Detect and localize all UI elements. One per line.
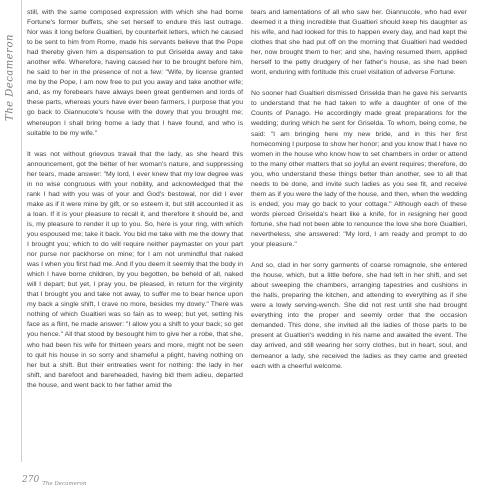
right-text-column xyxy=(251,8,467,383)
page-number: 270 xyxy=(22,475,40,485)
paragraph: It was not without grievous travail that the lady, as she heard this announcement, got the better of her woman's nature, and suppressing her tears, made answer: "My lord, I ever knew that my low degree was in no wise congruous with your nobility, and acknowledged that the rank I had with you was of your and God's bestowal, nor did I ever make as if it were mine by gift, or so esteem it, but still accounted it as a loan. If it is your pleasure to recall it, and therefore it should be, and is, my pleasure to render it up to you. So, here is your ring, with which you espoused me; take it back. You bid me take with me the dowry that I brought you; which to do will require neither paymaster on your part nor purse nor packhorse on mine; for I am not unmindful that naked was I when you first had me. And if you deem it seemly that the body in which I have borne children, by you begotten, be beheld of all, naked will I depart; but yet, I pray you, be pleased, in return for the virginity that I brought you and take not away, to suffer me to bear hence upon my back a single shift, I crave no more, besides my dowry." There was nothing of which Gualtieri was so fain as to weep; but yet, setting his face as a flint, he made answer: "I allow you a shift to your back; so get you hence." All that stood by besought him to give her a robe, that she, who had been his wife for thirteen years and more, might not be seen to quit his house in so sorry and shameful a plight, having nothing on her but a shift. But their entreaties went for nothing: the lady in her shift, and barefoot and bareheaded, having bid them adieu, departed the house, and went back to her father amid the xyxy=(27,150,243,389)
paragraph: And so, clad in her sorry garments of coarse romagnole, she entered the house, which, but a little before, she had left in her shift, and set about sweeping the chambers, arranging tapestries and cushions in the halls, preparing the kitchen, and attending to everything as if she were a lowly serving-wench. She did not rest until she had brought everything into the proper and seemly order that the occasion demanded. This done, she invited all the ladies of those parts to be present at Gualtieri's wedding in his name and awaited the event. The day arrived, and still wearing her sorry clothes, but in heart, soul, and demeanor a lady, she received the ladies as they came and greeted each with a cheerful welcome. xyxy=(251,262,467,370)
paragraph: No sooner had Gualtieri dismissed Griselda than he gave his servants to understand that he had taken to wife a daughter of one of the Counts of Panago. He accordingly made great preparations for the wedding; during which he sent for Griselda. To whom, being come, he said: "I am bringing here my new bride, and in this her first homecoming I purpose to show her honor; and you know that I have no women in the house who know how to set chambers in order or attend to the many other matters that so joyful an event requires; therefore, do you, who understand these things better than another, see to all that needs to be done, and invite such ladies as you see fit, and receive them as if you were the lady of the house, and then, when the wedding is ended, you may go back to your cottage." Although each of these words pierced Griselda's heart like a knife, for in resigning her good fortune, she had not been able to renounce the love she bore Gualtieri, nevertheless, she answered: "My lord, I am ready and prompt to do your pleasure." xyxy=(251,90,467,249)
running-header xyxy=(2,10,18,150)
left-text-column xyxy=(27,8,243,402)
paragraph: tears and lamentations of all who saw her. Giannucole, who had ever deemed it a thing incredible that Gualtieri should keep his daughter as his wife, and had looked for this to happen every day, and had kept the clothes that she had put off on the morning that Gualtieri had wedded her, now brought them to her; and she, having resumed them, applied herself to the petty drudgery of her father's house, as she had been wont, enduring with fortitude this cruel visitation of adverse Fortune. xyxy=(251,9,467,77)
page-footer xyxy=(22,467,86,486)
margin-rule xyxy=(21,0,22,462)
footer-title: The Decameron xyxy=(42,481,87,487)
paragraph: still, with the same composed expression with which she had borne Fortune's former buffets, she set herself to endure this last outrage. Nor was it long before Gualtieri, by counterfeit letters, which he caused to be sent to him from Rome, made his servants believe that the Pope had thereby given him a dispensation to put Griselda away and take another wife. Wherefore, having caused her to be brought before him, he said to her in the presence of not a few: "Wife, by license granted me by the Pope, I am now free to put you away and take another wife; and, as my forebears have always been great gentlemen and lords of these parts, whereas yours have ever been farmers, I purpose that you go back to Giannucole's house with the dowry that you brought me; whereupon I shall bring home a lady that I have found, and who is suitable to be my wife." xyxy=(27,9,243,137)
running-header-title: The Decameron xyxy=(4,34,16,121)
